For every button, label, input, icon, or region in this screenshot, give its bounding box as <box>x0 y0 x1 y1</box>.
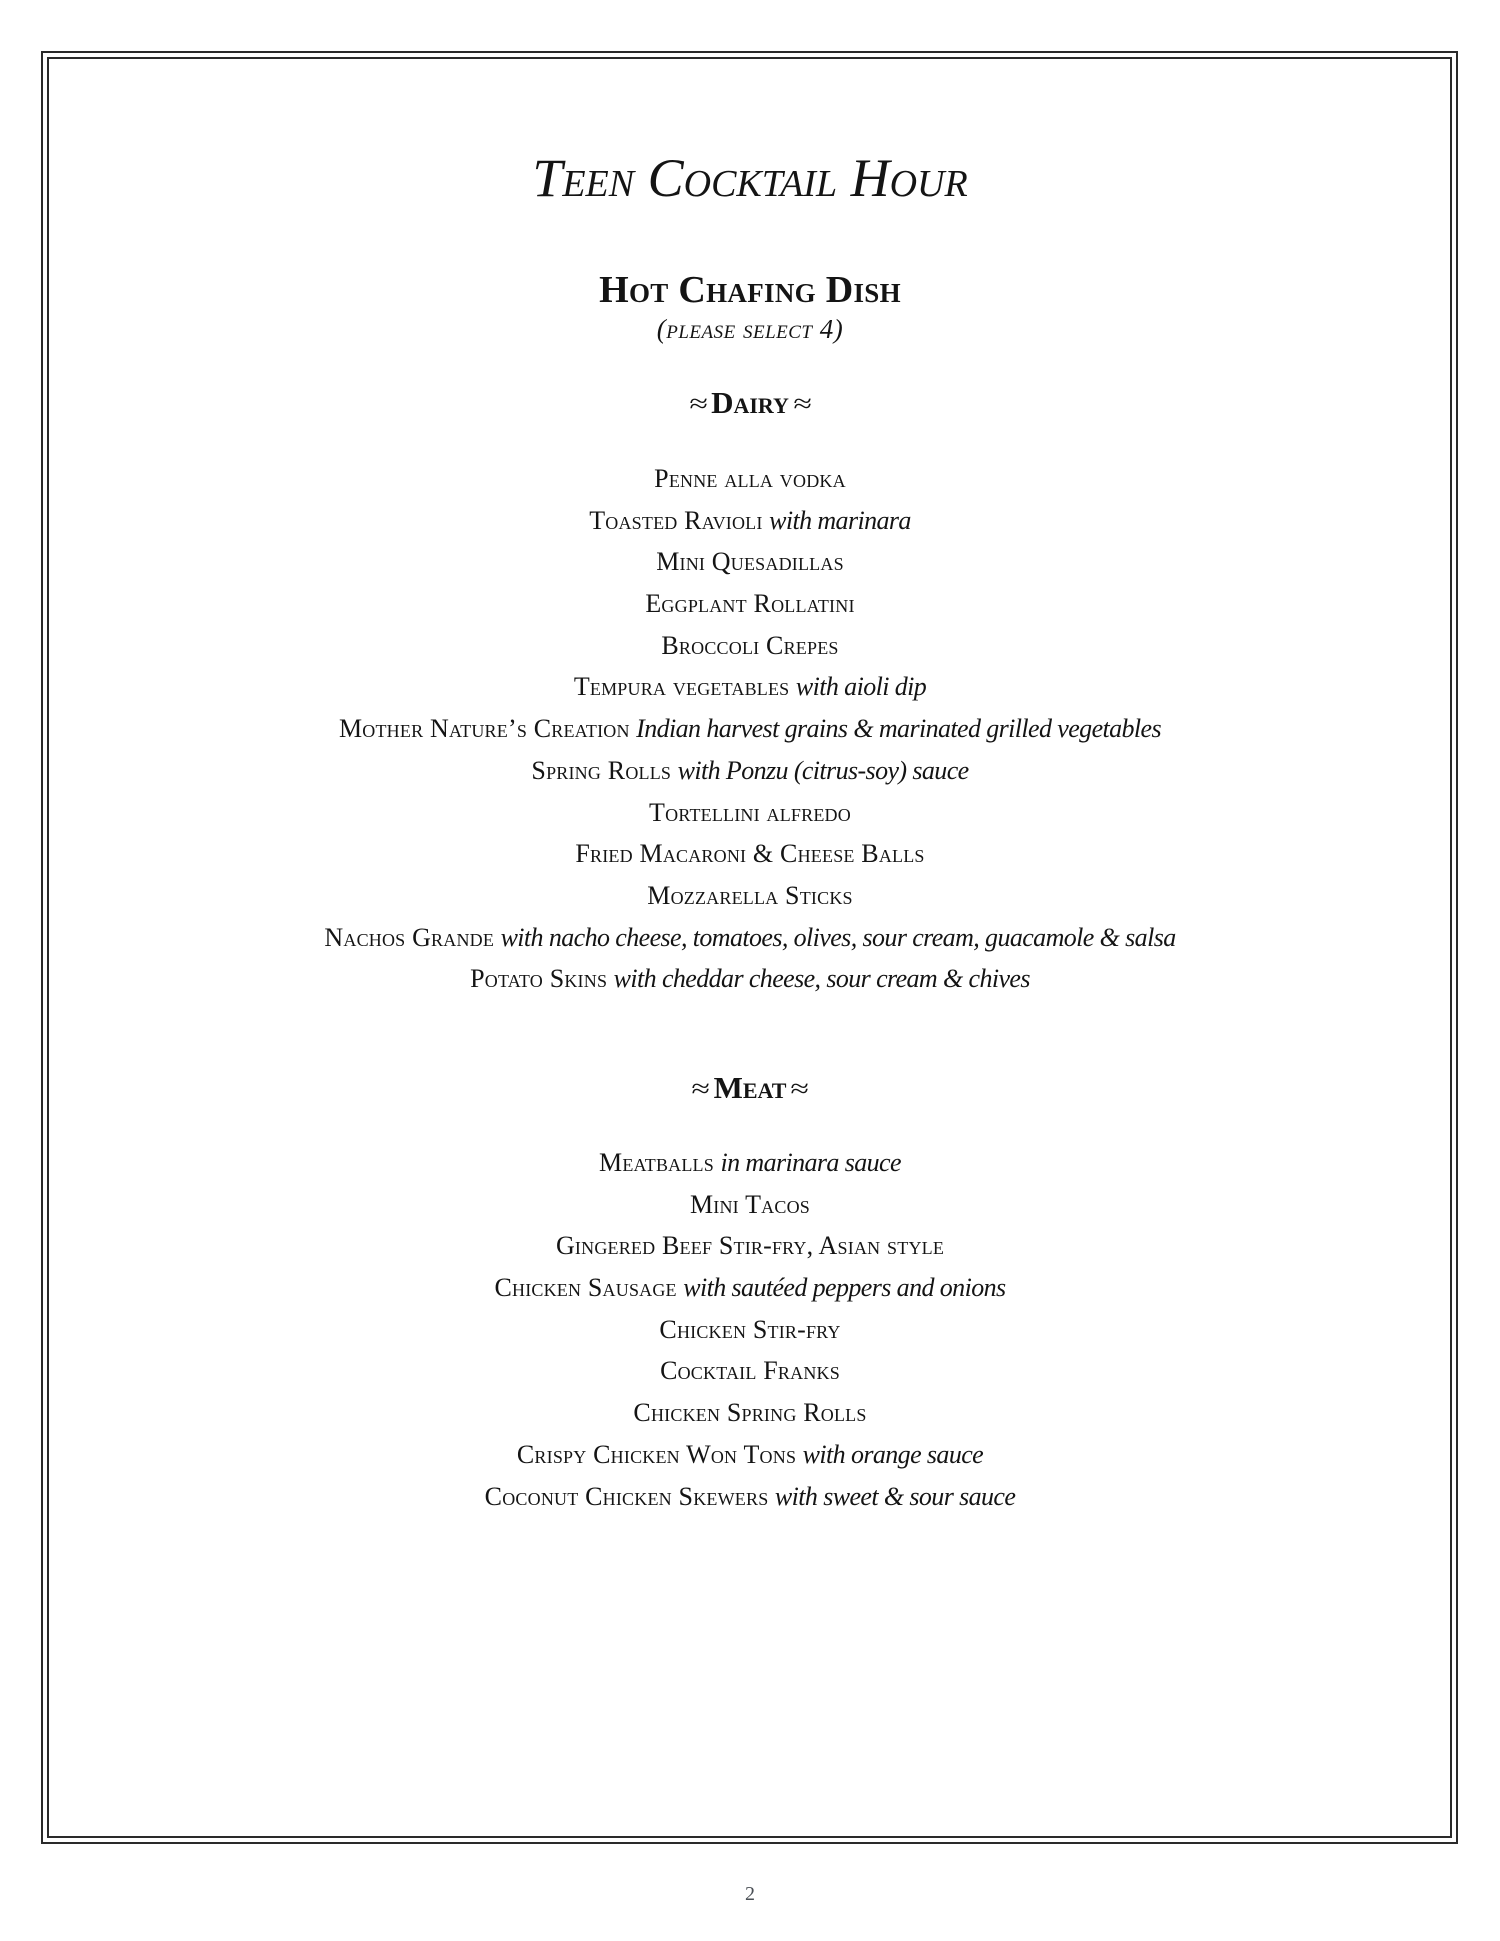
menu-item <box>0 1184 1500 1226</box>
item-name: Toasted Ravioli <box>589 505 763 535</box>
category-header-dairy <box>0 385 1500 423</box>
menu-item <box>0 1225 1500 1267</box>
category-label: Dairy <box>711 385 789 420</box>
menu-item <box>0 917 1500 959</box>
menu-item <box>0 666 1500 708</box>
item-description: with sautéed peppers and onions <box>683 1273 1006 1303</box>
menu-item <box>0 750 1500 792</box>
menu-item <box>0 625 1500 667</box>
item-description: with nacho cheese, tomatoes, olives, sour cream, guacamole & salsa <box>500 922 1176 952</box>
item-name: Mini Tacos <box>689 1189 811 1219</box>
menu-item <box>0 875 1500 917</box>
item-name: Mozzarella Sticks <box>647 880 853 910</box>
category-label: Meat <box>713 1070 787 1105</box>
dairy-item-list <box>0 458 1500 1000</box>
page-number: 2 <box>745 1883 755 1905</box>
item-description: with orange sauce <box>802 1439 984 1469</box>
menu-item <box>0 583 1500 625</box>
menu-title: Teen Cocktail Hour <box>532 148 968 208</box>
item-description: Indian harvest grains & marinated grilled vegetables <box>636 714 1162 744</box>
item-name: Tortellini alfredo <box>649 797 851 827</box>
item-name: Potato Skins <box>470 964 608 994</box>
item-name: Fried Macaroni & Cheese Balls <box>575 839 925 869</box>
category-header-meat <box>0 1070 1500 1108</box>
item-description: with cheddar cheese, sour cream & chives <box>613 964 1030 994</box>
item-description: with aioli dip <box>795 672 927 702</box>
item-name: Meatballs <box>599 1148 714 1177</box>
item-name: Chicken Stir-fry <box>659 1314 841 1344</box>
menu-item <box>0 708 1500 750</box>
item-name: Chicken Spring Rolls <box>633 1398 867 1428</box>
menu-item <box>0 792 1500 834</box>
menu-item <box>0 1309 1500 1351</box>
item-name: Mother Nature’s Creation <box>338 714 630 744</box>
menu-item <box>0 541 1500 583</box>
item-name: Chicken Sausage <box>494 1273 677 1303</box>
meat-item-list <box>0 1142 1500 1517</box>
menu-item <box>0 1350 1500 1392</box>
item-name: Gingered Beef Stir-fry, Asian style <box>555 1231 945 1261</box>
menu-item <box>0 1434 1500 1476</box>
selection-note: (please select 4) <box>656 314 844 344</box>
menu-item <box>0 500 1500 542</box>
item-name: Penne alla vodka <box>654 464 846 493</box>
menu-item <box>0 833 1500 875</box>
item-description: with marinara <box>769 505 911 535</box>
item-description: with sweet & sour sauce <box>774 1481 1016 1511</box>
item-name: Spring Rolls <box>531 755 672 785</box>
menu-item <box>0 1476 1500 1518</box>
item-description: with Ponzu (citrus-soy) sauce <box>677 755 969 785</box>
item-name: Nachos Grande <box>324 922 495 952</box>
menu-item <box>0 458 1500 500</box>
item-name: Coconut Chicken Skewers <box>484 1481 769 1511</box>
menu-item <box>0 1392 1500 1434</box>
tilde-ornament-icon: ≈ <box>792 389 812 418</box>
tilde-ornament-icon: ≈ <box>688 389 708 418</box>
item-name: Broccoli Crepes <box>661 630 839 660</box>
item-name: Eggplant Rollatini <box>645 589 855 619</box>
tilde-ornament-icon: ≈ <box>691 1074 710 1103</box>
tilde-ornament-icon: ≈ <box>790 1074 809 1103</box>
item-name: Tempura vegetables <box>573 672 790 702</box>
menu-item <box>0 958 1500 1000</box>
menu-item <box>0 1267 1500 1309</box>
item-description: in marinara sauce <box>720 1148 901 1177</box>
section-title: Hot Chafing Dish <box>599 269 901 311</box>
item-name: Mini Quesadillas <box>656 547 844 577</box>
item-name: Crispy Chicken Won Tons <box>516 1439 797 1469</box>
menu-item <box>0 1142 1500 1184</box>
item-name: Cocktail Franks <box>660 1356 840 1386</box>
